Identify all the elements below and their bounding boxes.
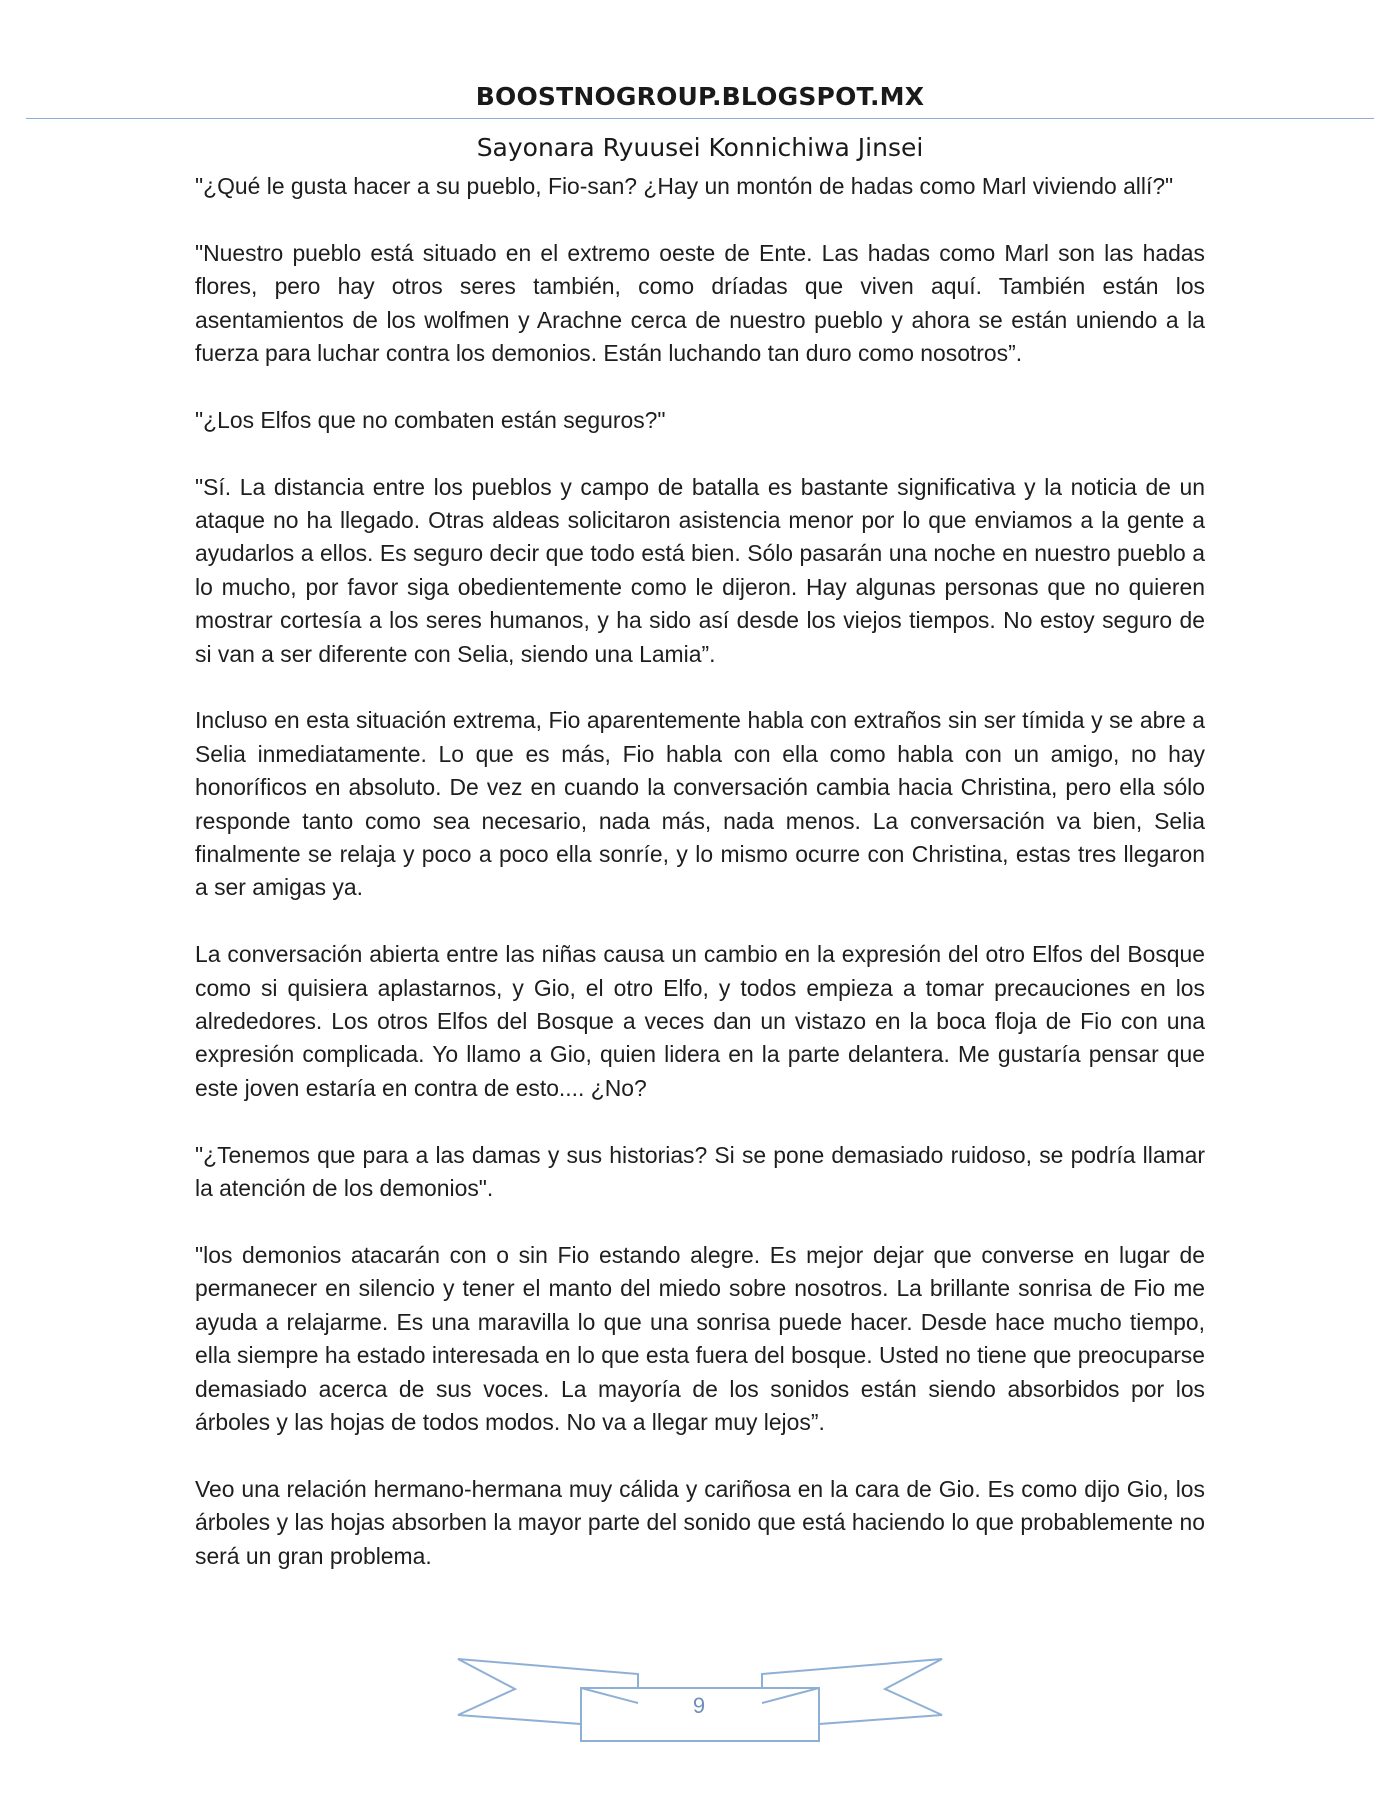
paragraph: "¿Tenemos que para a las damas y sus historias? Si se pone demasiado ruidoso, se podría llamar la atención de los demonios". xyxy=(195,1141,1205,1202)
page-number: 9 xyxy=(692,1693,706,1718)
paragraph: "Sí. La distancia entre los pueblos y campo de batalla es bastante significativa y la noticia de un ataque no ha llegado. Otras aldeas solicitaron asistencia menor por lo que enviamos a la gente a ayudarlos a ellos. Es seguro decir que todo está bien. Sólo pasarán una noche en nuestro pueblo a lo mucho, por favor siga obedientemente como le dijeron. Hay algunas personas que no quieren mostrar cortesía a los seres humanos, y ha sido así desde los viejos tiempos. No estoy seguro de si van a ser diferente con Selia, siendo una Lamia”. xyxy=(195,473,1205,667)
body-text xyxy=(195,170,1205,1606)
paragraph: "los demonios atacarán con o sin Fio estando alegre. Es mejor dejar que converse en lugar de permanecer en silencio y tener el manto del miedo sobre nosotros. La brillante sonrisa de Fio me ayuda a relajarme. Es una maravilla lo que una sonrisa puede hacer. Desde hace mucho tiempo, ella siempre ha estado interesada en lo que esta fuera del bosque. Usted no tiene que preocuparse demasiado acerca de sus voces. La mayoría de los sonidos están siendo absorbidos por los árboles y las hojas de todos modos. No va a llegar muy lejos”. xyxy=(195,1241,1205,1435)
paragraph: La conversación abierta entre las niñas causa un cambio en la expresión del otro Elfos del Bosque como si quisiera aplastarnos, y Gio, el otro Elfo, y todos empieza a tomar precauciones en los alrededores. Los otros Elfos del Bosque a veces dan un vistazo en la boca floja de Fio con una expresión complicada. Yo llamo a Gio, quien lidera en la parte delantera. Me gustaría pensar que este joven estaría en contra de esto.... ¿No? xyxy=(195,941,1205,1101)
paragraph: "¿Los Elfos que no combaten están seguros?" xyxy=(195,406,666,433)
paragraph: "Nuestro pueblo está situado en el extremo oeste de Ente. Las hadas como Marl son las hadas flores, pero hay otros seres también, como dríadas que viven aquí. También están los asentamientos de los wolfmen y Arachne cerca de nuestro pueblo y ahora se están uniendo a la fuerza para luchar contra los demonios. Están luchando tan duro como nosotros”. xyxy=(195,239,1205,367)
book-title: Sayonara Ryuusei Konnichiwa Jinsei xyxy=(476,133,924,162)
header-rule xyxy=(26,118,1374,119)
paragraph: "¿Qué le gusta hacer a su pueblo, Fio-san? ¿Hay un montón de hadas como Marl viviendo allí?" xyxy=(195,173,1174,199)
paragraph: Incluso en esta situación extrema, Fio aparentemente habla con extraños sin ser tímida y se abre a Selia inmediatamente. Lo que es más, Fio habla con ella como habla con un amigo, no hay honoríficos en absoluto. De vez en cuando la conversación cambia hacia Christina, pero ella sólo responde tanto como sea necesario, nada más, nada menos. La conversación va bien, Selia finalmente se relaja y poco a poco ella sonríe, y lo mismo ocurre con Christina, estas tres llegaron a ser amigas ya. xyxy=(195,707,1205,901)
site-header: BOOSTNOGROUP.BLOGSPOT.MX xyxy=(475,82,925,111)
paragraph: Veo una relación hermano-hermana muy cálida y cariñosa en la cara de Gio. Es como dijo Gio, los árboles y las hojas absorben la mayor parte del sonido que está haciendo lo que probablemente no será un gran problema. xyxy=(195,1475,1205,1569)
